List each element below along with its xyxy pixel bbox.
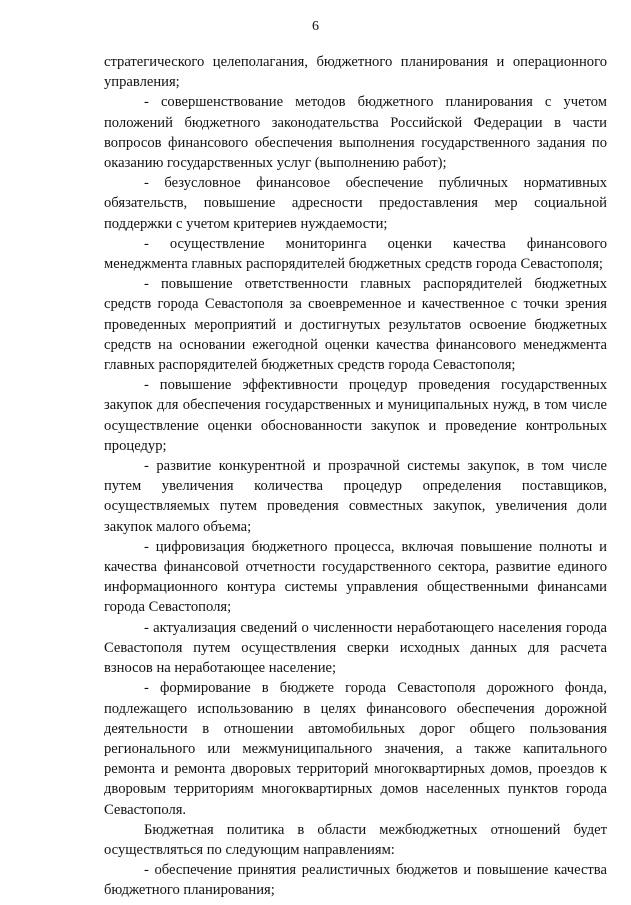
list-item-population-data: - актуализация сведений о численности неработающего населения города Севастополя путем осуществления сверки исходных данных для расчета взносов на неработающее население; — [104, 619, 607, 677]
list-item-social-obligations: - безусловное финансовое обеспечение публичных нормативных обязательств, повышение адресности предоставления мер социальной поддержки с учетом критериев нуждаемости; — [104, 175, 607, 232]
list-item-responsibility: - повышение ответственности главных распорядителей бюджетных средств города Севастополя за своевременное и качественное с точки зрения проведенных мероприятий и достигнутых результатов освоение бюджетных средств на основании ежегодной оценки качества финансового менеджмента главных распорядителей бюджетных средств города Севастополя; — [104, 276, 607, 374]
paragraph-interbudget-policy: Бюджетная политика в области межбюджетных отношений будет осуществляться по следующим направлениям: — [104, 821, 607, 858]
list-item-budget-methods: - совершенствование методов бюджетного планирования с учетом положений бюджетного законодательства Российской Федерации в части вопросов финансового обеспечения выполнения государственного задания по оказанию государственных услуг (выполнению работ); — [104, 94, 607, 172]
list-item-realistic-budgets: - обеспечение принятия реалистичных бюджетов и повышение качества бюджетного планирования; — [104, 862, 607, 899]
list-item-procurement-efficiency: - повышение эффективности процедур проведения государственных закупок для обеспечения государственных и муниципальных нужд, в том числе осуществление оценки обоснованности закупок и проведение контрольных процедур; — [104, 377, 607, 454]
list-item-monitoring: - осуществление мониторинга оценки качества финансового менеджмента главных распорядителей бюджетных средств города Севастополя; — [104, 235, 607, 273]
page-number: 6 — [312, 19, 319, 34]
document-body — [104, 52, 607, 901]
list-item-digitalization: - цифровизация бюджетного процесса, включая повышение полноты и качества финансовой отчетности государственного сектора, развитие единого информационного контура системы управления общественными финансами города Севастополя; — [104, 538, 607, 616]
paragraph-continuation: стратегического целеполагания, бюджетного планирования и операционного управления; — [104, 54, 607, 91]
list-item-road-fund: - формирование в бюджете города Севастополя дорожного фонда, подлежащего использованию в целях финансового обеспечения дорожной деятельности в отношении автомобильных дорог общего пользования регионального или межмуниципального значения, а также капитального ремонта и ремонта дворовых территорий многоквартирных домов, проездов к дворовым территориям многоквартирных домов населенных пунктов города Севастополя. — [104, 680, 607, 818]
list-item-procurement-system: - развитие конкурентной и прозрачной системы закупок, в том числе путем увеличения количества процедур определения поставщиков, осуществляемых путем проведения совместных закупок, увеличения доли закупок малого объема; — [104, 458, 607, 535]
